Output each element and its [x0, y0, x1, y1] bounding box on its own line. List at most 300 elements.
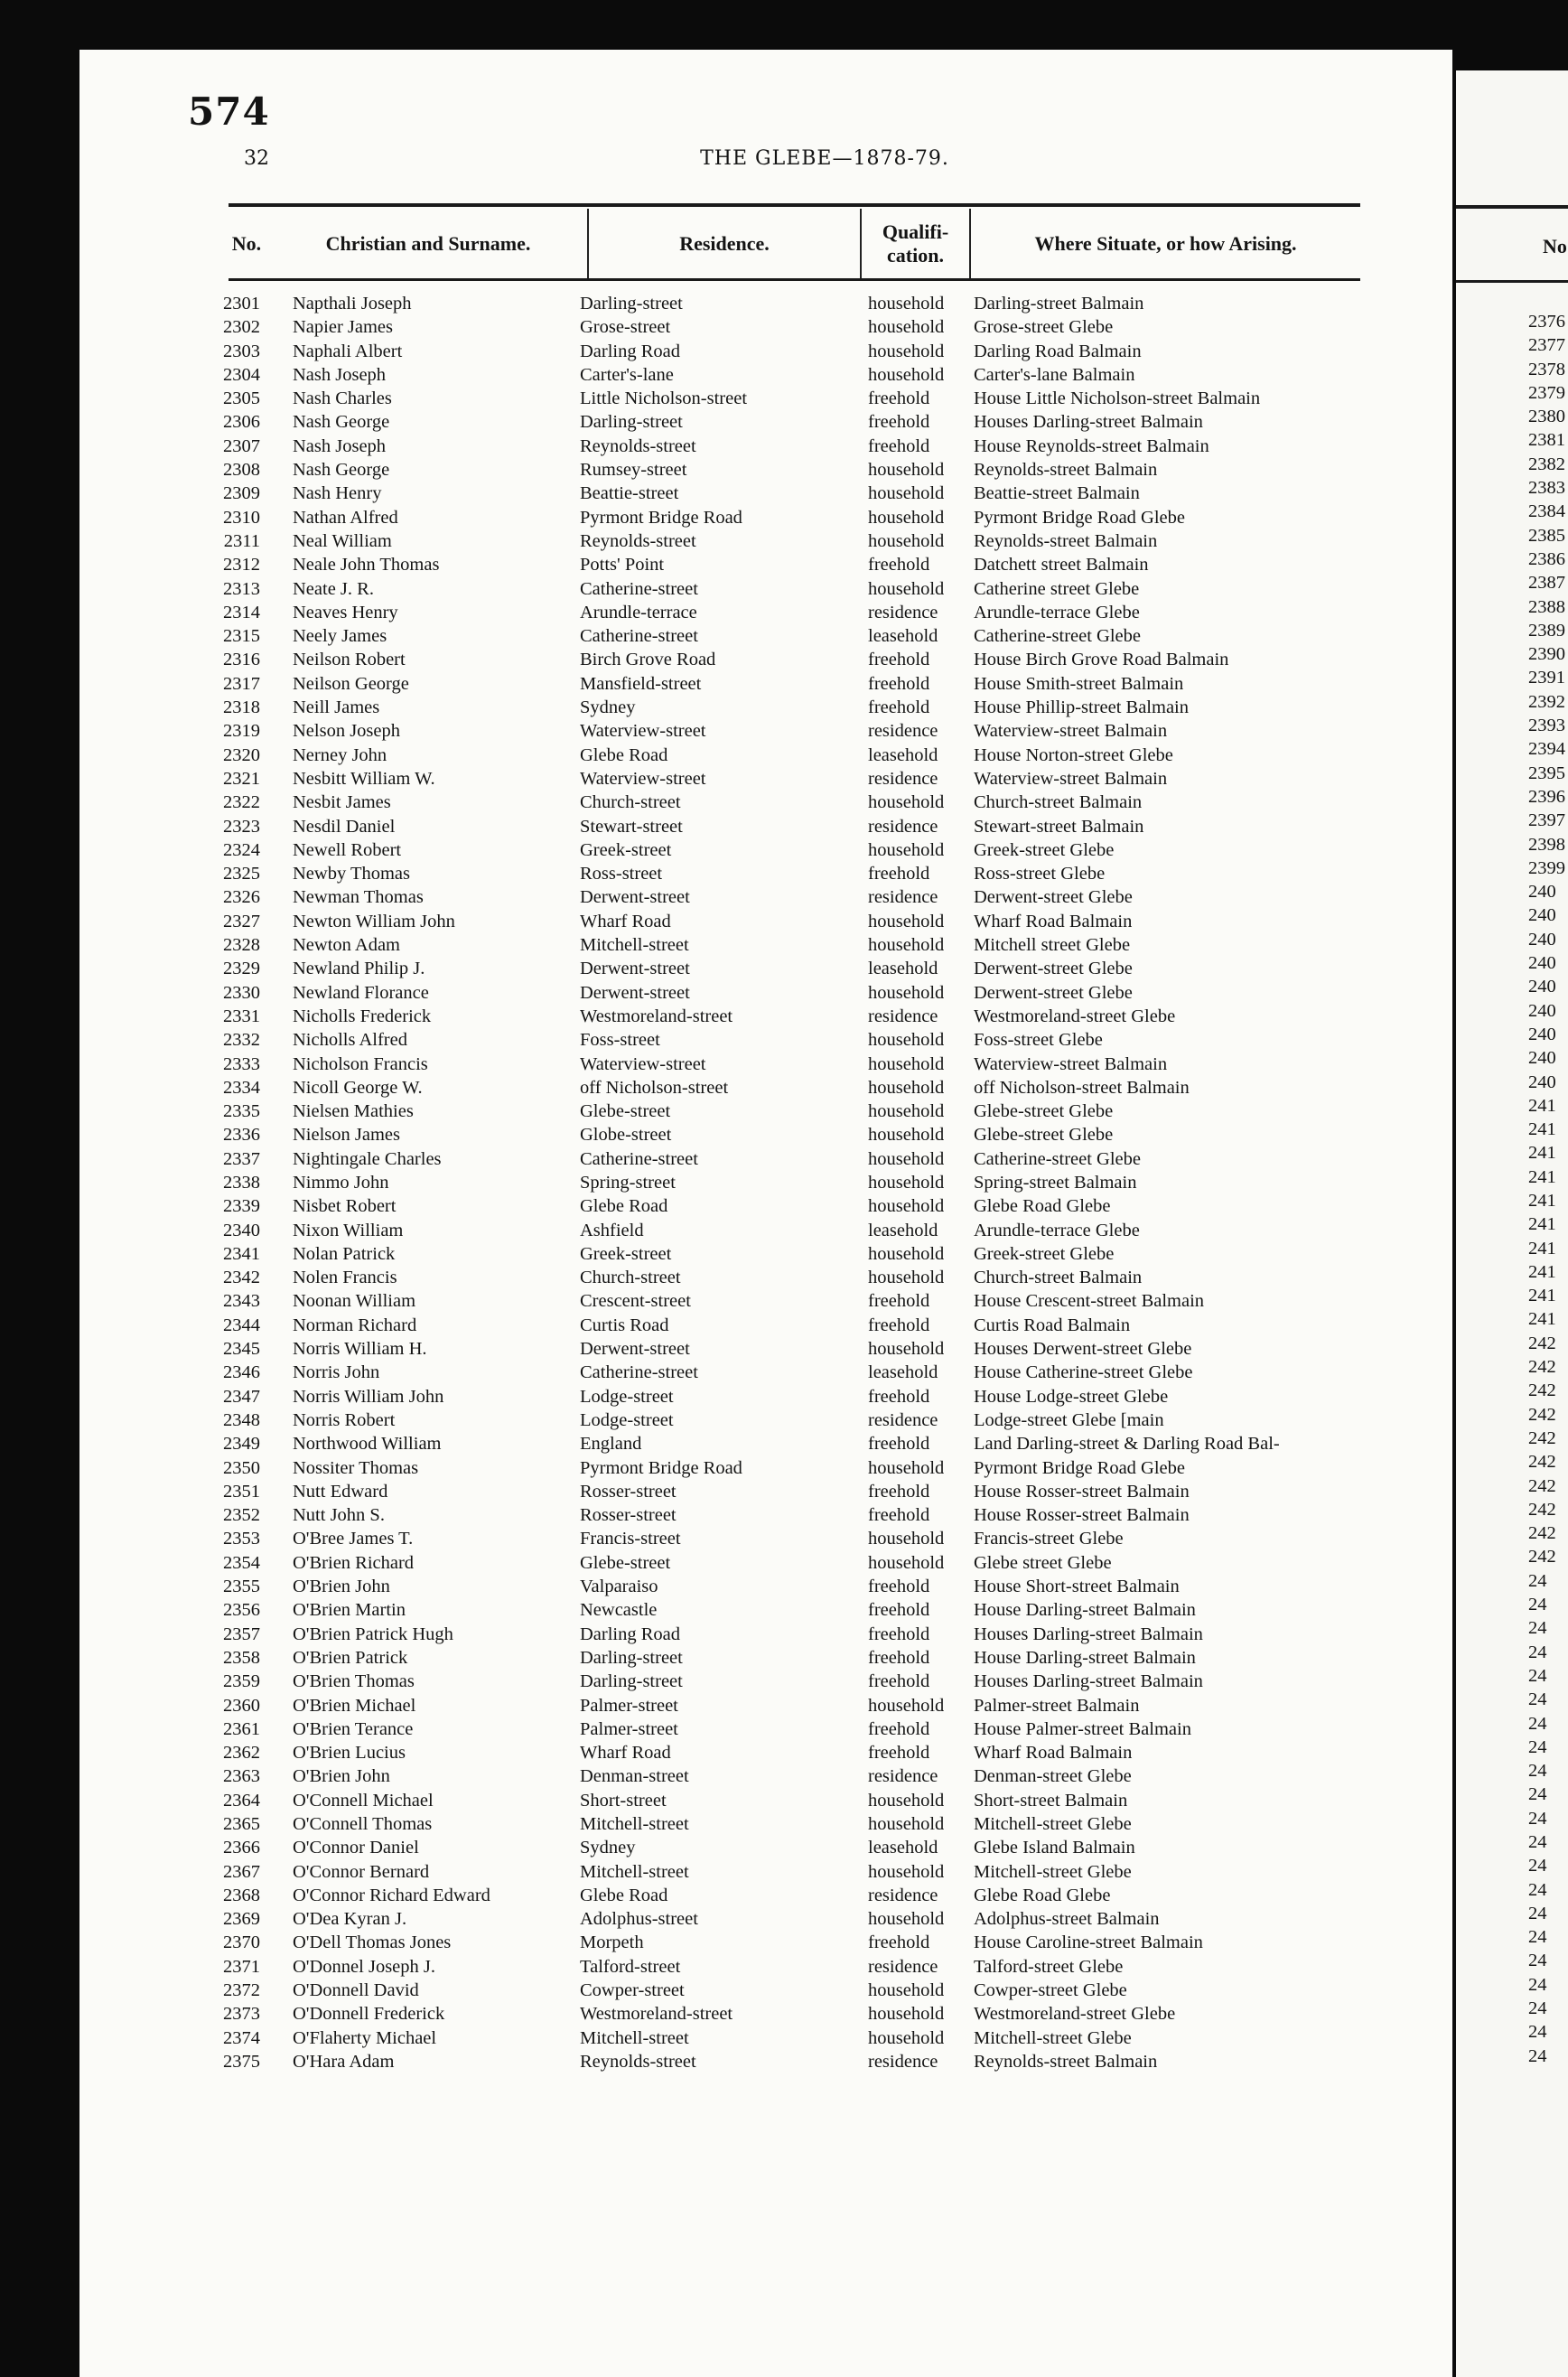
- entry-number: 2372: [223, 1980, 260, 2001]
- table-row: [79, 624, 1452, 648]
- elector-name: Nesbit James: [293, 792, 391, 813]
- table-row: [79, 2026, 1452, 2050]
- elector-name: Nutt Edward: [293, 1481, 388, 1502]
- entry-number: 2331: [223, 1006, 260, 1026]
- next-page-entry-number: 241: [1528, 1238, 1556, 1259]
- qualification: household: [868, 839, 945, 860]
- qualification: freehold: [868, 1434, 930, 1455]
- qualification: residence: [868, 816, 938, 837]
- where-situate: Derwent-street Glebe: [974, 982, 1133, 1003]
- next-page-entry-number: 241: [1528, 1309, 1556, 1330]
- table-row: [79, 2050, 1452, 2073]
- table-row: [79, 1266, 1452, 1289]
- table-top-rule: [229, 203, 1360, 207]
- header-residence: Residence.: [679, 231, 770, 255]
- table-row: [79, 1503, 1452, 1527]
- where-situate: Spring-street Balmain: [974, 1172, 1137, 1193]
- where-situate: Westmoreland-street Glebe: [974, 2004, 1176, 2025]
- table-row: [79, 1408, 1452, 1432]
- residence: Beattie-street: [580, 483, 679, 504]
- elector-name: O'Brien John: [293, 1766, 390, 1787]
- where-situate: House Phillip-street Balmain: [974, 697, 1189, 718]
- elector-name: Norris William H.: [293, 1339, 427, 1360]
- table-row: [79, 933, 1452, 957]
- elector-name: Nisbet Robert: [293, 1196, 397, 1217]
- residence: Little Nicholson-street: [580, 388, 748, 409]
- next-page-entry-number: 240: [1528, 977, 1556, 997]
- next-page-entry-number: 2389: [1528, 620, 1565, 641]
- residence: Waterview-street: [580, 721, 706, 742]
- entry-number: 2308: [223, 460, 260, 481]
- qualification: leasehold: [868, 626, 938, 647]
- residence: Derwent-street: [580, 982, 690, 1003]
- next-page-entry-number: 240: [1528, 929, 1556, 950]
- next-page-entry-number: 2381: [1528, 430, 1565, 451]
- residence: Wharf Road: [580, 911, 671, 931]
- elector-name: O'Connell Thomas: [293, 1814, 433, 1834]
- elector-name: Newby Thomas: [293, 864, 411, 884]
- residence: Short-street: [580, 1790, 667, 1811]
- elector-name: O'Brien Patrick Hugh: [293, 1624, 453, 1644]
- table-row: [79, 957, 1452, 980]
- qualification: household: [868, 1814, 945, 1834]
- entry-number: 2364: [223, 1790, 260, 1811]
- elector-name: Nutt John S.: [293, 1505, 385, 1526]
- residence: Lodge-street: [580, 1386, 674, 1407]
- entry-number: 2374: [223, 2027, 260, 2048]
- entry-number: 2352: [223, 1505, 260, 1526]
- next-page-entry-number: 24: [1528, 1665, 1547, 1686]
- next-page-entry-number: 242: [1528, 1404, 1556, 1425]
- residence: Waterview-street: [580, 768, 706, 789]
- where-situate: Arundle-terrace Glebe: [974, 602, 1140, 622]
- where-situate: House Little Nicholson-street Balmain: [974, 388, 1261, 409]
- qualification: household: [868, 1172, 945, 1193]
- elector-name: O'Brien Terance: [293, 1718, 414, 1739]
- where-situate: Grose-street Glebe: [974, 317, 1114, 338]
- entry-number: 2338: [223, 1172, 260, 1193]
- residence: Darling-street: [580, 1671, 683, 1692]
- qualification: residence: [868, 1006, 938, 1026]
- residence: Carter's-lane: [580, 364, 674, 385]
- entry-number: 2348: [223, 1409, 260, 1430]
- table-row: [79, 719, 1452, 743]
- next-page-entry-number: 240: [1528, 1048, 1556, 1069]
- residence: Foss-street: [580, 1030, 660, 1051]
- register-table: [79, 292, 1452, 2073]
- elector-name: Nesbitt William W.: [293, 768, 435, 789]
- table-row: [79, 1432, 1452, 1455]
- qualification: household: [868, 507, 945, 528]
- entry-number: 2346: [223, 1362, 260, 1383]
- entry-number: 2367: [223, 1861, 260, 1882]
- where-situate: Catherine-street Glebe: [974, 1148, 1141, 1169]
- where-situate: Mitchell-street Glebe: [974, 2027, 1132, 2048]
- where-situate: Waterview-street Balmain: [974, 1053, 1168, 1074]
- where-situate: Houses Darling-street Balmain: [974, 1624, 1203, 1644]
- qualification: residence: [868, 721, 938, 742]
- residence: Sydney: [580, 697, 636, 718]
- entry-number: 2313: [223, 578, 260, 599]
- table-row: [79, 767, 1452, 791]
- qualification: household: [868, 1125, 945, 1146]
- entry-number: 2310: [223, 507, 260, 528]
- table-row: [79, 387, 1452, 410]
- table-row: [79, 1171, 1452, 1194]
- residence: Crescent-street: [580, 1291, 691, 1312]
- folio-number: 574: [188, 89, 270, 134]
- residence: Pyrmont Bridge Road: [580, 507, 742, 528]
- elector-name: O'Hara Adam: [293, 2051, 395, 2072]
- table-row: [79, 1385, 1452, 1408]
- elector-name: Nossiter Thomas: [293, 1457, 419, 1478]
- qualification: household: [868, 1909, 945, 1930]
- entry-number: 2323: [223, 816, 260, 837]
- table-row: [79, 1931, 1452, 1954]
- where-situate: off Nicholson-street Balmain: [974, 1077, 1190, 1098]
- header-qualification: Qualifi- cation.: [882, 220, 949, 267]
- entry-number: 2316: [223, 650, 260, 670]
- residence: Catherine-street: [580, 578, 698, 599]
- next-page-entry-number: 24: [1528, 1927, 1547, 1948]
- table-row: [79, 1717, 1452, 1741]
- residence: Glebe Road: [580, 744, 668, 765]
- elector-name: O'Bree James T.: [293, 1529, 414, 1549]
- elector-name: Naphali Albert: [293, 341, 403, 361]
- entry-number: 2303: [223, 341, 260, 361]
- qualification: household: [868, 1268, 945, 1288]
- table-row: [79, 1575, 1452, 1598]
- qualification: freehold: [868, 435, 930, 456]
- where-situate: House Rosser-street Balmain: [974, 1505, 1190, 1526]
- table-row: [79, 292, 1452, 315]
- entry-number: 2357: [223, 1624, 260, 1644]
- entry-number: 2368: [223, 1885, 260, 1905]
- residence: Curtis Road: [580, 1315, 669, 1335]
- next-page-entry-number: 2382: [1528, 454, 1565, 474]
- where-situate: Beattie-street Balmain: [974, 483, 1140, 504]
- next-page-entry-number: 2393: [1528, 716, 1565, 736]
- elector-name: O'Brien Richard: [293, 1552, 415, 1573]
- table-row: [79, 885, 1452, 909]
- qualification: freehold: [868, 388, 930, 409]
- entry-number: 2319: [223, 721, 260, 742]
- qualification: freehold: [868, 1600, 930, 1621]
- qualification: household: [868, 2004, 945, 2025]
- entry-number: 2371: [223, 1956, 260, 1977]
- where-situate: House Crescent-street Balmain: [974, 1291, 1205, 1312]
- table-row: [79, 410, 1452, 434]
- next-page-entry-number: 242: [1528, 1475, 1556, 1496]
- where-situate: Glebe Island Balmain: [974, 1838, 1135, 1858]
- where-situate: House Rosser-street Balmain: [974, 1481, 1190, 1502]
- where-situate: Glebe Road Glebe: [974, 1196, 1111, 1217]
- elector-name: O'Connell Michael: [293, 1790, 434, 1811]
- qualification: household: [868, 483, 945, 504]
- qualification: residence: [868, 887, 938, 908]
- elector-name: Neely James: [293, 626, 387, 647]
- next-page-entry-number: 241: [1528, 1261, 1556, 1282]
- where-situate: Glebe-street Glebe: [974, 1125, 1114, 1146]
- next-page-entry-number: 24: [1528, 1595, 1547, 1615]
- residence: Grose-street: [580, 317, 671, 338]
- qualification: household: [868, 317, 945, 338]
- qualification: household: [868, 1101, 945, 1122]
- where-situate: Westmoreland-street Glebe: [974, 1006, 1176, 1026]
- qualification: household: [868, 1695, 945, 1716]
- elector-name: O'Donnell David: [293, 1980, 419, 2001]
- running-title: [79, 147, 1452, 170]
- residence: Mitchell-street: [580, 2027, 689, 2048]
- qualification: freehold: [868, 673, 930, 694]
- elector-name: O'Brien Thomas: [293, 1671, 415, 1692]
- elector-name: Nash Charles: [293, 388, 392, 409]
- where-situate: House Catherine-street Glebe: [974, 1362, 1193, 1383]
- residence: Adolphus-street: [580, 1909, 698, 1930]
- table-row: [79, 363, 1452, 387]
- table-row: [79, 910, 1452, 933]
- elector-name: Neill James: [293, 697, 380, 718]
- where-situate: Ross-street Glebe: [974, 864, 1106, 884]
- entry-number: 2366: [223, 1838, 260, 1858]
- where-situate: Catherine street Glebe: [974, 578, 1140, 599]
- header-where: Where Situate, or how Arising.: [1034, 231, 1297, 255]
- next-page-entry-number: 240: [1528, 1000, 1556, 1021]
- where-situate: Mitchell-street Glebe: [974, 1814, 1132, 1834]
- elector-name: O'Flaherty Michael: [293, 2027, 437, 2048]
- where-situate: Waterview-street Balmain: [974, 721, 1168, 742]
- elector-name: Nash Joseph: [293, 364, 387, 385]
- qualification: household: [868, 792, 945, 813]
- table-row: [79, 815, 1452, 838]
- residence: Talford-street: [580, 1956, 681, 1977]
- table-row: [79, 458, 1452, 482]
- next-page-entry-number: 2395: [1528, 763, 1565, 783]
- where-situate: Glebe Road Glebe: [974, 1885, 1111, 1905]
- where-situate: Francis-street Glebe: [974, 1529, 1124, 1549]
- next-page-entry-number: 2380: [1528, 407, 1565, 427]
- next-page-entry-number: 2376: [1528, 312, 1565, 332]
- where-situate: House Palmer-street Balmain: [974, 1718, 1191, 1739]
- next-page-entry-number: 24: [1528, 1832, 1547, 1852]
- next-page-entry-number: 2386: [1528, 548, 1565, 569]
- residence: Ashfield: [580, 1220, 644, 1240]
- elector-name: Neaves Henry: [293, 602, 398, 622]
- where-situate: Datchett street Balmain: [974, 555, 1149, 576]
- qualification: household: [868, 1529, 945, 1549]
- residence: Valparaiso: [580, 1577, 658, 1597]
- where-situate: Reynolds-street Balmain: [974, 530, 1158, 551]
- entry-number: 2342: [223, 1268, 260, 1288]
- qualification: household: [868, 2027, 945, 2048]
- entry-number: 2326: [223, 887, 260, 908]
- entry-number: 2309: [223, 483, 260, 504]
- entry-number: 2365: [223, 1814, 260, 1834]
- residence: Rosser-street: [580, 1481, 677, 1502]
- qualification: freehold: [868, 1386, 930, 1407]
- table-row: [79, 1527, 1452, 1550]
- next-page-entry-number: 2387: [1528, 573, 1565, 594]
- where-situate: Arundle-terrace Glebe: [974, 1220, 1140, 1240]
- qualification: leasehold: [868, 1838, 938, 1858]
- residence: Mansfield-street: [580, 673, 702, 694]
- qualification: residence: [868, 2051, 938, 2072]
- next-page-entry-number: 242: [1528, 1427, 1556, 1448]
- next-page-entry-number: 24: [1528, 1856, 1547, 1876]
- elector-name: Nielsen Mathies: [293, 1101, 414, 1122]
- elector-name: Nash Joseph: [293, 435, 387, 456]
- table-row: [79, 1219, 1452, 1242]
- qualification: household: [868, 1861, 945, 1882]
- where-situate: Glebe-street Glebe: [974, 1101, 1114, 1122]
- entry-number: 2351: [223, 1481, 260, 1502]
- qualification: household: [868, 1790, 945, 1811]
- table-row: [79, 862, 1452, 885]
- qualification: household: [868, 460, 945, 481]
- where-situate: House Short-street Balmain: [974, 1577, 1180, 1597]
- entry-number: 2363: [223, 1766, 260, 1787]
- where-situate: House Norton-street Glebe: [974, 744, 1173, 765]
- entry-number: 2362: [223, 1743, 260, 1764]
- elector-name: Nesdil Daniel: [293, 816, 396, 837]
- where-situate: House Caroline-street Balmain: [974, 1932, 1203, 1953]
- elector-name: Neilson Robert: [293, 650, 406, 670]
- elector-name: O'Dea Kyran J.: [293, 1909, 407, 1930]
- qualification: household: [868, 341, 945, 361]
- qualification: leasehold: [868, 1220, 938, 1240]
- table-row: [79, 1884, 1452, 1907]
- next-page-entry-number: 242: [1528, 1547, 1556, 1568]
- entry-number: 2329: [223, 959, 260, 979]
- qualification: residence: [868, 1766, 938, 1787]
- header-name: Christian and Surname.: [325, 231, 531, 255]
- next-page-entry-number: 241: [1528, 1286, 1556, 1306]
- elector-name: Nash George: [293, 412, 390, 433]
- residence: Catherine-street: [580, 1148, 698, 1169]
- next-page-entry-number: 2398: [1528, 834, 1565, 855]
- table-row: [79, 744, 1452, 767]
- entry-number: 2339: [223, 1196, 260, 1217]
- residence: Denman-street: [580, 1766, 689, 1787]
- qualification: freehold: [868, 1671, 930, 1692]
- entry-number: 2330: [223, 982, 260, 1003]
- residence: Wharf Road: [580, 1743, 671, 1764]
- next-page-entry-number: 2396: [1528, 786, 1565, 807]
- entry-number: 2337: [223, 1148, 260, 1169]
- table-row: [79, 1076, 1452, 1100]
- table-row: [79, 1314, 1452, 1337]
- elector-name: O'Donnel Joseph J.: [293, 1956, 436, 1977]
- elector-name: Nicholls Frederick: [293, 1006, 432, 1026]
- table-row: [79, 1623, 1452, 1646]
- table-row: [79, 1028, 1452, 1052]
- elector-name: Neilson George: [293, 673, 409, 694]
- next-page-entry-number: 240: [1528, 953, 1556, 974]
- qualification: freehold: [868, 1291, 930, 1312]
- next-page-entry-number: 240: [1528, 882, 1556, 903]
- qualification: residence: [868, 768, 938, 789]
- where-situate: Land Darling-street & Darling Road Bal-: [974, 1434, 1280, 1455]
- elector-name: Napthali Joseph: [293, 294, 412, 314]
- table-row: [79, 1646, 1452, 1670]
- entry-number: 2307: [223, 435, 260, 456]
- where-situate: Houses Darling-street Balmain: [974, 1671, 1203, 1692]
- qualification: freehold: [868, 1481, 930, 1502]
- residence: Potts' Point: [580, 555, 665, 576]
- elector-name: Nimmo John: [293, 1172, 389, 1193]
- table-row: [79, 435, 1452, 458]
- residence: Catherine-street: [580, 626, 698, 647]
- table-row: [79, 791, 1452, 814]
- entry-number: 2334: [223, 1077, 260, 1098]
- running-title-text: THE GLEBE—1878-79.: [700, 147, 949, 170]
- table-row: [79, 315, 1452, 339]
- entry-number: 2340: [223, 1220, 260, 1240]
- where-situate: Derwent-street Glebe: [974, 887, 1133, 908]
- elector-name: Norris Robert: [293, 1409, 396, 1430]
- table-row: [79, 1123, 1452, 1146]
- entry-number: 2302: [223, 317, 260, 338]
- table-row: [79, 1955, 1452, 1979]
- next-page-entry-number: 24: [1528, 1761, 1547, 1782]
- next-page-entry-number: 242: [1528, 1499, 1556, 1520]
- qualification: household: [868, 1339, 945, 1360]
- qualification: household: [868, 1196, 945, 1217]
- where-situate: Short-street Balmain: [974, 1790, 1128, 1811]
- where-situate: House Darling-street Balmain: [974, 1600, 1196, 1621]
- residence: Catherine-street: [580, 1362, 698, 1383]
- entry-number: 2328: [223, 935, 260, 956]
- table-row: [79, 1194, 1452, 1218]
- next-page-entry-number: 2391: [1528, 668, 1565, 688]
- entry-number: 2356: [223, 1600, 260, 1621]
- where-situate: Catherine-street Glebe: [974, 626, 1141, 647]
- qualification: household: [868, 1980, 945, 2001]
- table-row: [79, 601, 1452, 624]
- where-situate: Denman-street Glebe: [974, 1766, 1132, 1787]
- qualification: household: [868, 1148, 945, 1169]
- residence: Palmer-street: [580, 1695, 678, 1716]
- entry-number: 2354: [223, 1552, 260, 1573]
- qualification: freehold: [868, 1932, 930, 1953]
- qualification: residence: [868, 602, 938, 622]
- residence: Rosser-street: [580, 1505, 677, 1526]
- where-situate: Greek-street Glebe: [974, 839, 1115, 860]
- next-page-entry-number: 241: [1528, 1214, 1556, 1235]
- elector-name: Nolen Francis: [293, 1268, 397, 1288]
- where-situate: Houses Darling-street Balmain: [974, 412, 1203, 433]
- qualification: residence: [868, 1956, 938, 1977]
- residence: Newcastle: [580, 1600, 658, 1621]
- next-page-entry-number: 2399: [1528, 857, 1565, 878]
- table-row: [79, 1337, 1452, 1361]
- next-page-entry-number: 240: [1528, 905, 1556, 926]
- residence: Greek-street: [580, 1243, 672, 1264]
- entry-number: 2370: [223, 1932, 260, 1953]
- next-page-entry-number: 242: [1528, 1523, 1556, 1544]
- table-row: [79, 1005, 1452, 1028]
- next-page-numbers: [1528, 310, 1565, 2068]
- next-page-entry-number: 2379: [1528, 382, 1565, 403]
- elector-name: Nathan Alfred: [293, 507, 398, 528]
- elector-name: O'Brien Patrick: [293, 1647, 408, 1668]
- elector-name: Northwood William: [293, 1434, 442, 1455]
- elector-name: Nelson Joseph: [293, 721, 401, 742]
- elector-name: Nightingale Charles: [293, 1148, 442, 1169]
- entry-number: 2333: [223, 1053, 260, 1074]
- elector-name: Newland Florance: [293, 982, 429, 1003]
- entry-number: 2361: [223, 1718, 260, 1739]
